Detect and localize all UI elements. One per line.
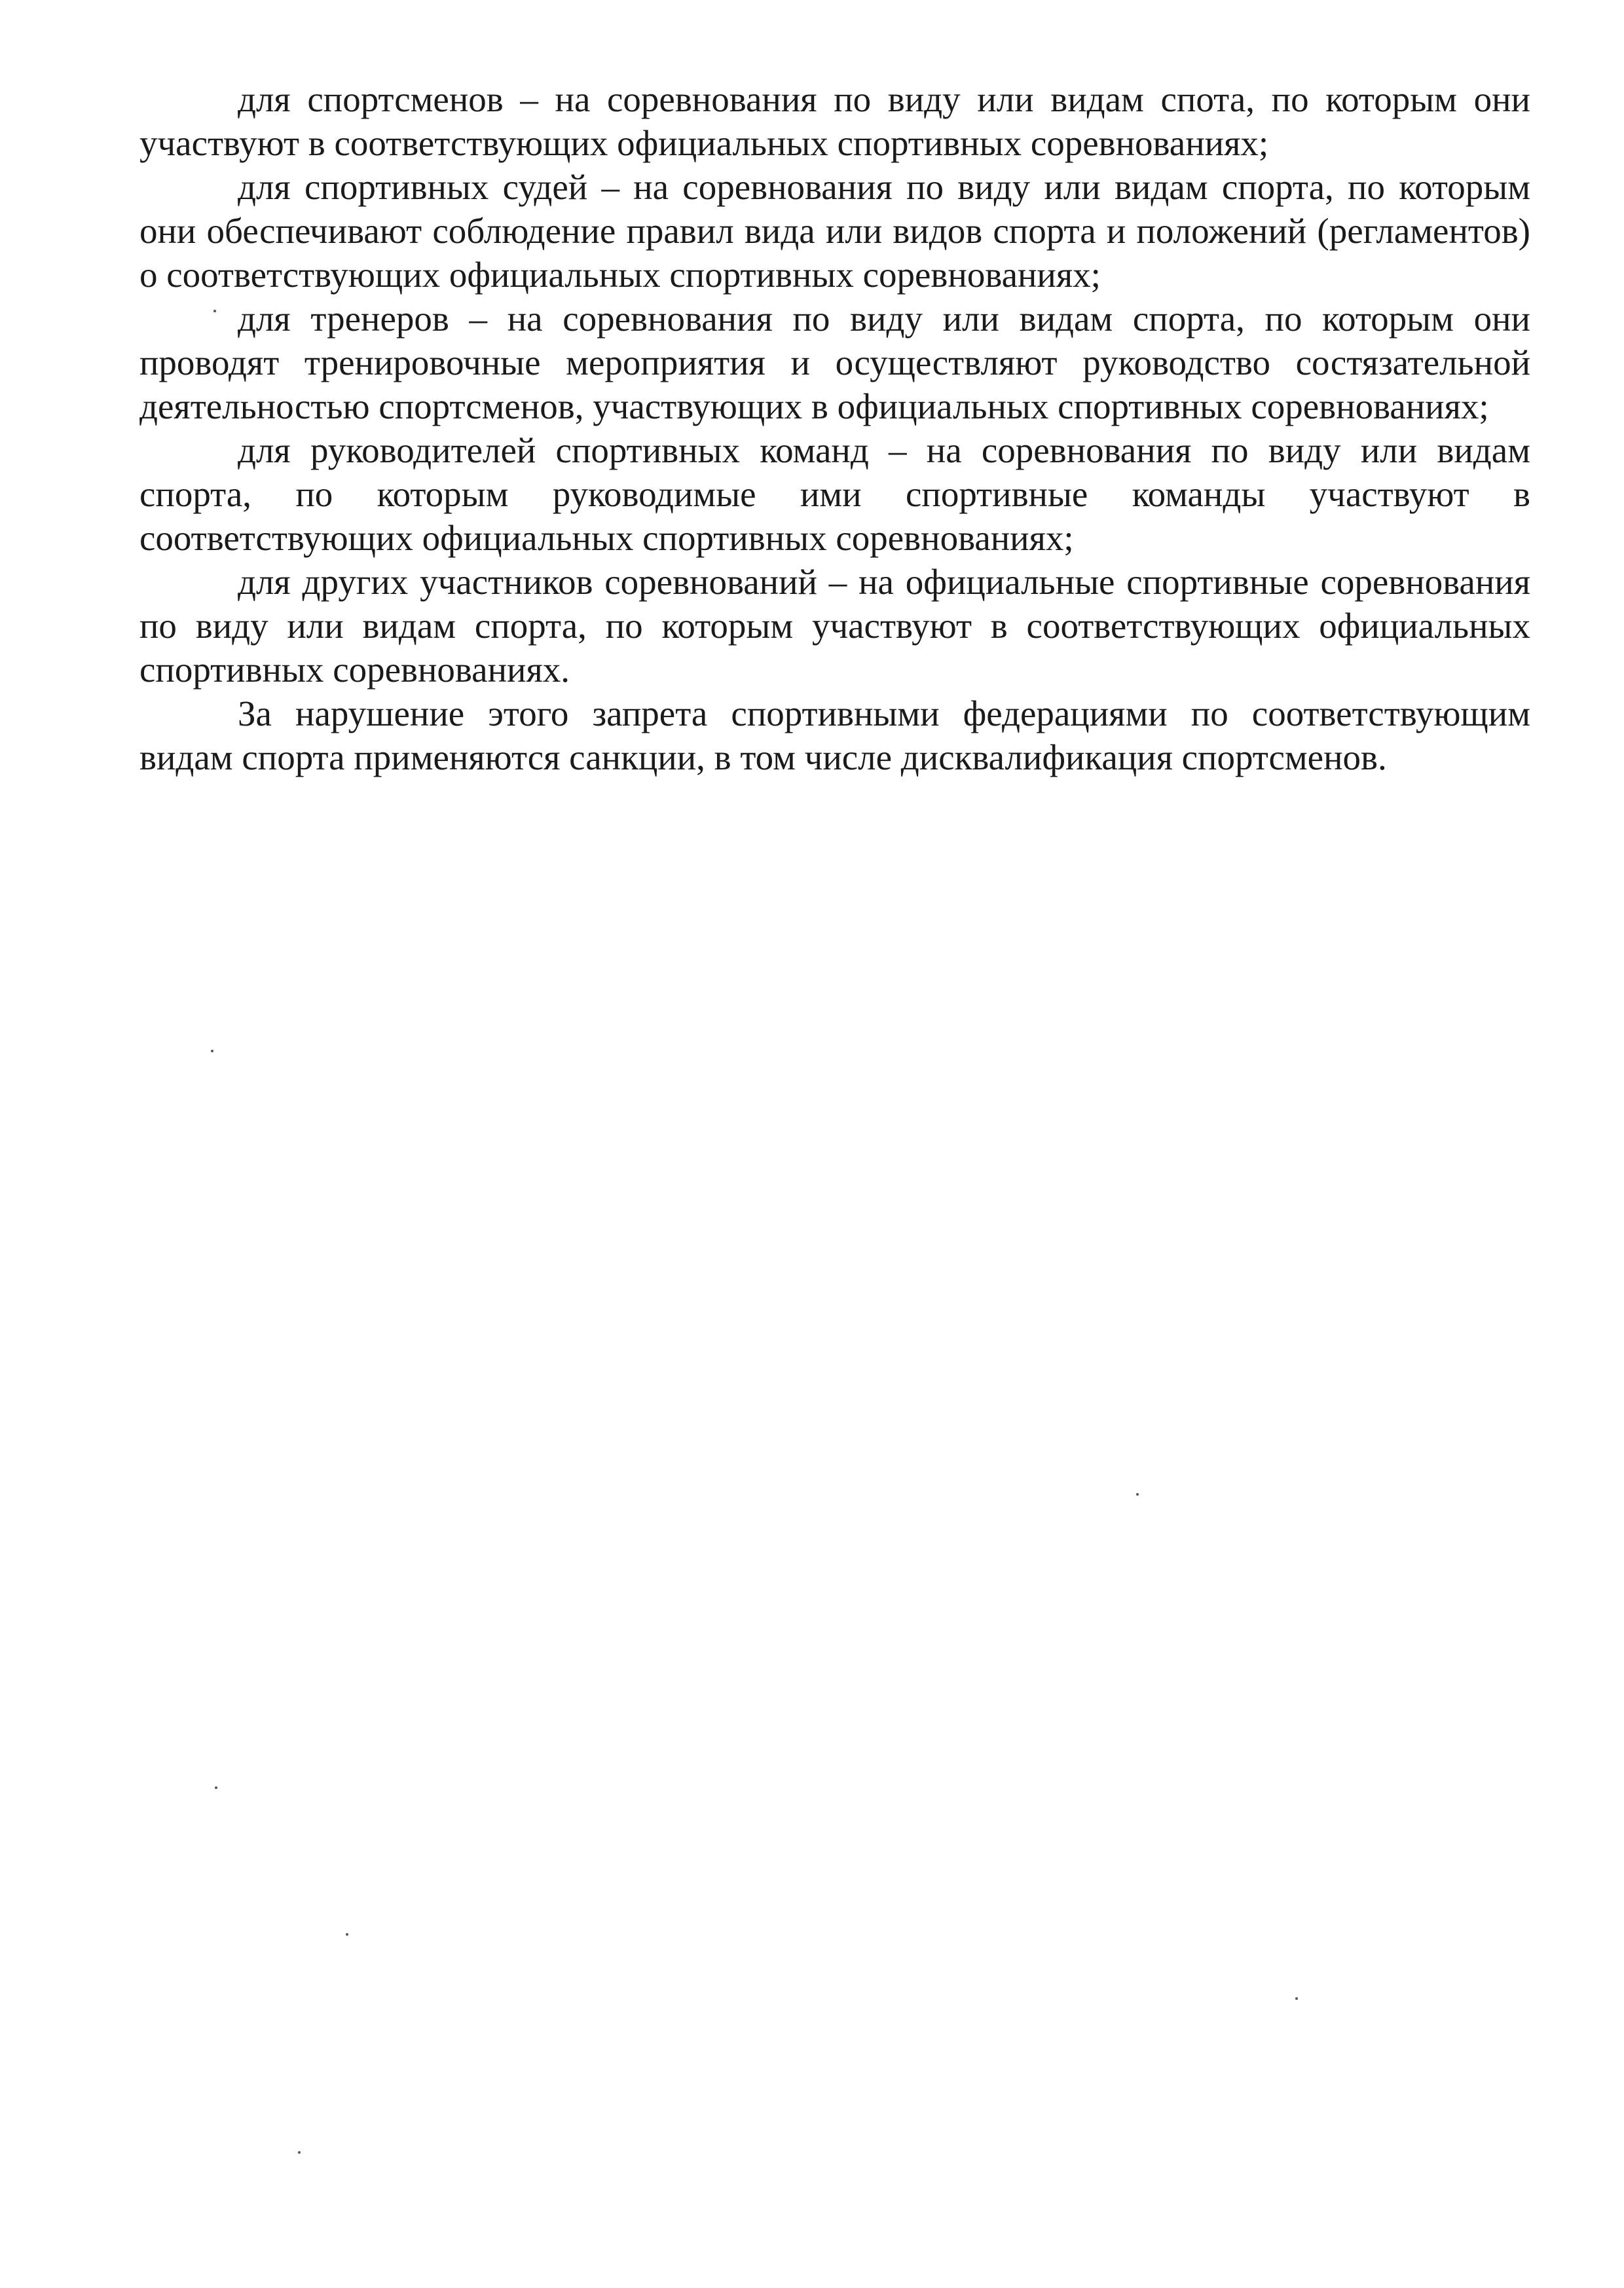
scan-speck: [1295, 1997, 1298, 2000]
paragraph-other-participants: для других участников соревнований – на официальные спортивные соревнования по виду или видам спорта, по которым участвуют в соответствующих официальных спортивных соревнованиях.: [139, 562, 1530, 690]
paragraph-sanctions: За нарушение этого запрета спортивными федерациями по соответствующим видам спорта применяются санкции, в том числе дисквалификация спортсменов.: [139, 693, 1530, 777]
paragraph-athletes: для спортсменов – на соревнования по виду или видам спота, по которым они участвуют в соответствующих официальных спортивных соревнованиях;: [139, 79, 1530, 163]
paragraph-judges: для спортивных судей – на соревнования по виду или видам спорта, по которым они обеспечивают соблюдение правил вида или видов спорта и положений (регламентов) о соответствующих официальных спортивных соревнованиях;: [139, 167, 1530, 295]
scan-speck: [298, 2151, 301, 2154]
document-body: [139, 77, 1530, 779]
scan-speck: [346, 1933, 348, 1936]
paragraph-team-leaders: для руководителей спортивных команд – на соревнования по виду или видам спорта, по которым руководимые ими спортивные команды участвуют в соответствующих официальных спортивных соревнованиях;: [139, 430, 1530, 558]
scan-speck: [211, 1050, 213, 1052]
paragraph-coaches: для тренеров – на соревнования по виду или видам спорта, по которым они проводят тренировочные мероприятия и осуществляют руководство состязательной деятельностью спортсменов, участвующих в официальных спортивных соревнованиях;: [139, 299, 1530, 426]
scan-speck: [213, 310, 216, 312]
scan-speck: [215, 1786, 217, 1789]
scan-speck: [1136, 1493, 1139, 1496]
